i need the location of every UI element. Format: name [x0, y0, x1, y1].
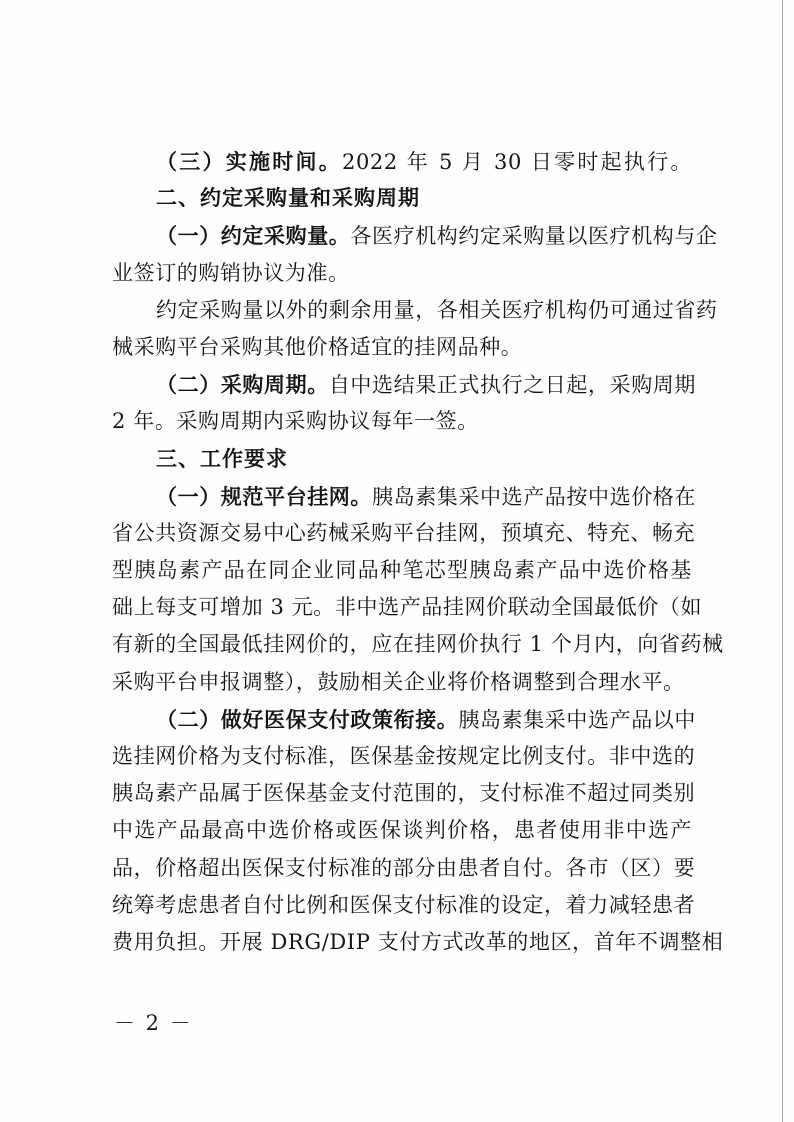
section-lead: （一）规范平台挂网。 — [156, 483, 372, 509]
document-body — [112, 143, 724, 961]
paragraph-agreed-volume-line-1 — [112, 217, 718, 254]
paragraph-procurement-cycle-line-2: 2 年。采购周期内采购协议每年一签。 — [112, 409, 479, 434]
paragraph-text: 胰岛素集采中选产品以中 — [458, 707, 697, 732]
paragraph-platform-listing-line-4: 础上每支可增加 3 元。非中选产品挂网价联动全国最低价（如 — [112, 595, 703, 620]
paragraph-payment-policy-line-2: 选挂网价格为支付标准，医保基金按规定比例支付。非中选的 — [112, 744, 696, 768]
section-heading-procurement: 二、约定采购量和采购周期 — [156, 186, 420, 211]
paragraph-payment-policy-line-4: 中选产品最高中选价格或医保谈判价格，患者使用非中选产 — [112, 818, 692, 843]
paragraph-text: 各医疗机构约定采购量以医疗机构与企 — [350, 224, 718, 249]
paragraph-agreed-volume-line-2: 业签订的购销协议为准。 — [112, 260, 350, 285]
section-lead: （一）约定采购量。 — [156, 223, 351, 249]
paragraph-payment-policy-line-7: 费用负担。开展 DRG/DIP 支付方式改革的地区，首年不调整相 — [112, 929, 724, 954]
section-lead: （二）采购周期。 — [156, 372, 329, 398]
paragraph-remaining-volume-line-1: 约定采购量以外的剩余用量，各相关医疗机构仍可通过省药 — [156, 297, 718, 322]
paragraph-text: 2022 年 5 月 30 日零时起执行。 — [342, 150, 692, 174]
paragraph-platform-listing-line-5: 有新的全国最低挂网价的，应在挂网价执行 1 个月内，向省药械 — [112, 632, 724, 657]
paragraph-payment-policy-line-1 — [112, 701, 697, 738]
paragraph-payment-policy-line-6: 统筹考虑患者自付比例和医保支付标准的设定，着力减轻患者 — [112, 892, 696, 917]
section-lead: （二）做好医保支付政策衔接。 — [156, 706, 459, 732]
paragraph-implementation-time — [112, 143, 692, 180]
section-heading-work-requirements: 三、工作要求 — [156, 446, 288, 471]
section-lead: （三）实施时间。 — [156, 149, 343, 174]
paragraph-platform-listing-line-2: 省公共资源交易中心药械采购平台挂网，预填充、特充、畅充 — [112, 520, 696, 545]
paragraph-text: 自中选结果正式执行之日起，采购周期 — [328, 373, 697, 398]
paragraph-platform-listing-line-3: 型胰岛素产品在同企业同品种笔芯型胰岛素产品中选价格基 — [112, 558, 692, 583]
paragraph-platform-listing-line-1 — [112, 478, 696, 515]
scan-edge-line — [782, 0, 783, 1122]
paragraph-text: 胰岛素集采中选产品按中选价格在 — [372, 484, 696, 509]
paragraph-platform-listing-line-6: 采购平台申报调整），鼓励相关企业将价格调整到合理水平。 — [112, 669, 685, 694]
paragraph-payment-policy-line-3: 胰岛素产品属于医保基金支付范围的，支付标准不超过同类别 — [112, 781, 696, 806]
paragraph-remaining-volume-line-2: 械采购平台采购其他价格适宜的挂网品种。 — [112, 334, 523, 359]
paragraph-payment-policy-line-5: 品，价格超出医保支付标准的部分由患者自付。各市（区）要 — [112, 855, 696, 880]
page-number: － 2 － — [114, 1011, 193, 1035]
paragraph-procurement-cycle-line-1 — [112, 366, 697, 403]
